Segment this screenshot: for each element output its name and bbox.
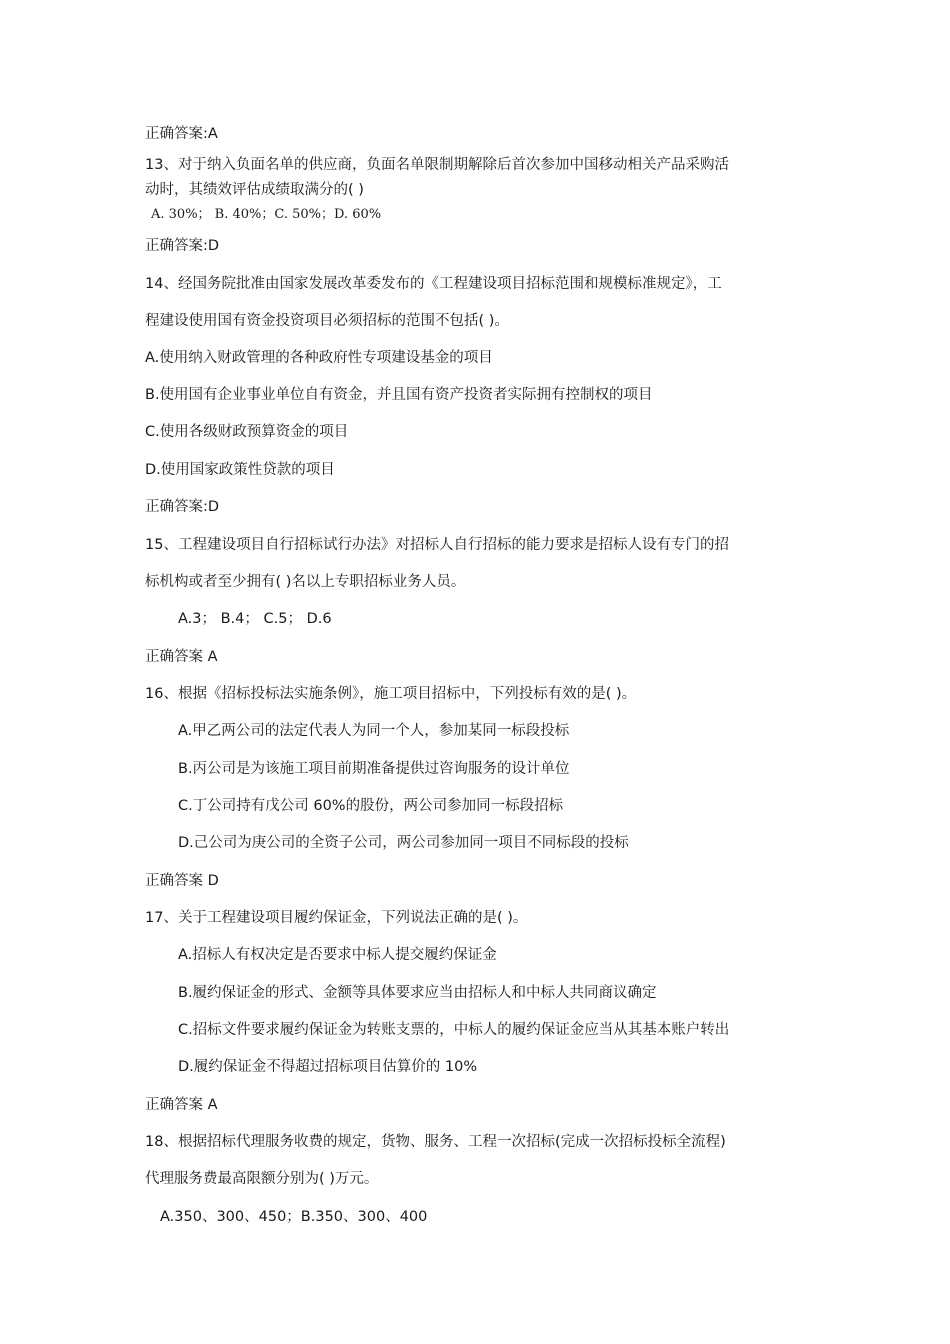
question-18-text-cont: 代理服务费最高限额分别为( )万元。	[145, 1171, 379, 1187]
question-15-text: 15、工程建设项目自行招标试行办法》对招标人自行招标的能力要求是招标人设有专门的招	[145, 537, 729, 553]
question-14-text-cont: 程建设使用国有资金投资项目必须招标的范围不包括( )。	[145, 313, 509, 329]
question-17-option-c: C.招标文件要求履约保证金为转账支票的，中标人的履约保证金应当从其基本账户转出	[178, 1022, 730, 1038]
question-15-options: A.3； B.4； C.5； D.6	[178, 611, 332, 627]
question-16-option-b: B.丙公司是为该施工项目前期准备提供过咨询服务的设计单位	[178, 761, 570, 777]
question-13-text-cont: 动时，其绩效评估成绩取满分的( )	[145, 182, 364, 198]
question-14-option-c: C.使用各级财政预算资金的项目	[145, 424, 349, 440]
question-16-option-a: A.甲乙两公司的法定代表人为同一个人，参加某同一标段投标	[178, 723, 570, 739]
answer-line: 正确答案 D	[145, 873, 219, 889]
question-18-text: 18、根据招标代理服务收费的规定，货物、服务、工程一次招标(完成一次招标投标全流程)	[145, 1134, 726, 1150]
question-16-option-c: C.丁公司持有戊公司 60%的股份，两公司参加同一标段招标	[178, 798, 564, 814]
question-15-text-cont: 标机构或者至少拥有( )名以上专职招标业务人员。	[145, 574, 466, 590]
question-16-text: 16、根据《招标投标法实施条例》，施工项目招标中，下列投标有效的是( )。	[145, 686, 637, 702]
answer-line: 正确答案:D	[145, 499, 220, 515]
question-14-option-a: A.使用纳入财政管理的各种政府性专项建设基金的项目	[145, 350, 493, 366]
question-14-option-b: B.使用国有企业事业单位自有资金，并且国有资产投资者实际拥有控制权的项目	[145, 387, 653, 403]
question-17-option-b: B.履约保证金的形式、金额等具体要求应当由招标人和中标人共同商议确定	[178, 985, 657, 1001]
question-17-option-a: A.招标人有权决定是否要求中标人提交履约保证金	[178, 947, 497, 963]
question-14-text: 14、经国务院批准由国家发展改革委发布的《工程建设项目招标范围和规模标准规定》，工	[145, 276, 722, 292]
question-17-text: 17、关于工程建设项目履约保证金，下列说法正确的是( )。	[145, 910, 528, 926]
question-14-option-d: D.使用国家政策性贷款的项目	[145, 462, 335, 478]
question-13-options: A. 30%； B. 40%；C. 50%；D. 60%	[151, 207, 382, 222]
question-18-options: A.350、300、450；B.350、300、400	[160, 1209, 428, 1225]
answer-line: 正确答案 A	[145, 649, 218, 665]
answer-line: 正确答案:D	[145, 238, 220, 254]
answer-line: 正确答案:A	[145, 126, 218, 142]
question-17-option-d: D.履约保证金不得超过招标项目估算价的 10%	[178, 1059, 478, 1075]
question-16-option-d: D.己公司为庚公司的全资子公司，两公司参加同一项目不同标段的投标	[178, 835, 629, 851]
question-13-text: 13、对于纳入负面名单的供应商，负面名单限制期解除后首次参加中国移动相关产品采购活	[145, 157, 729, 173]
answer-line: 正确答案 A	[145, 1097, 218, 1113]
